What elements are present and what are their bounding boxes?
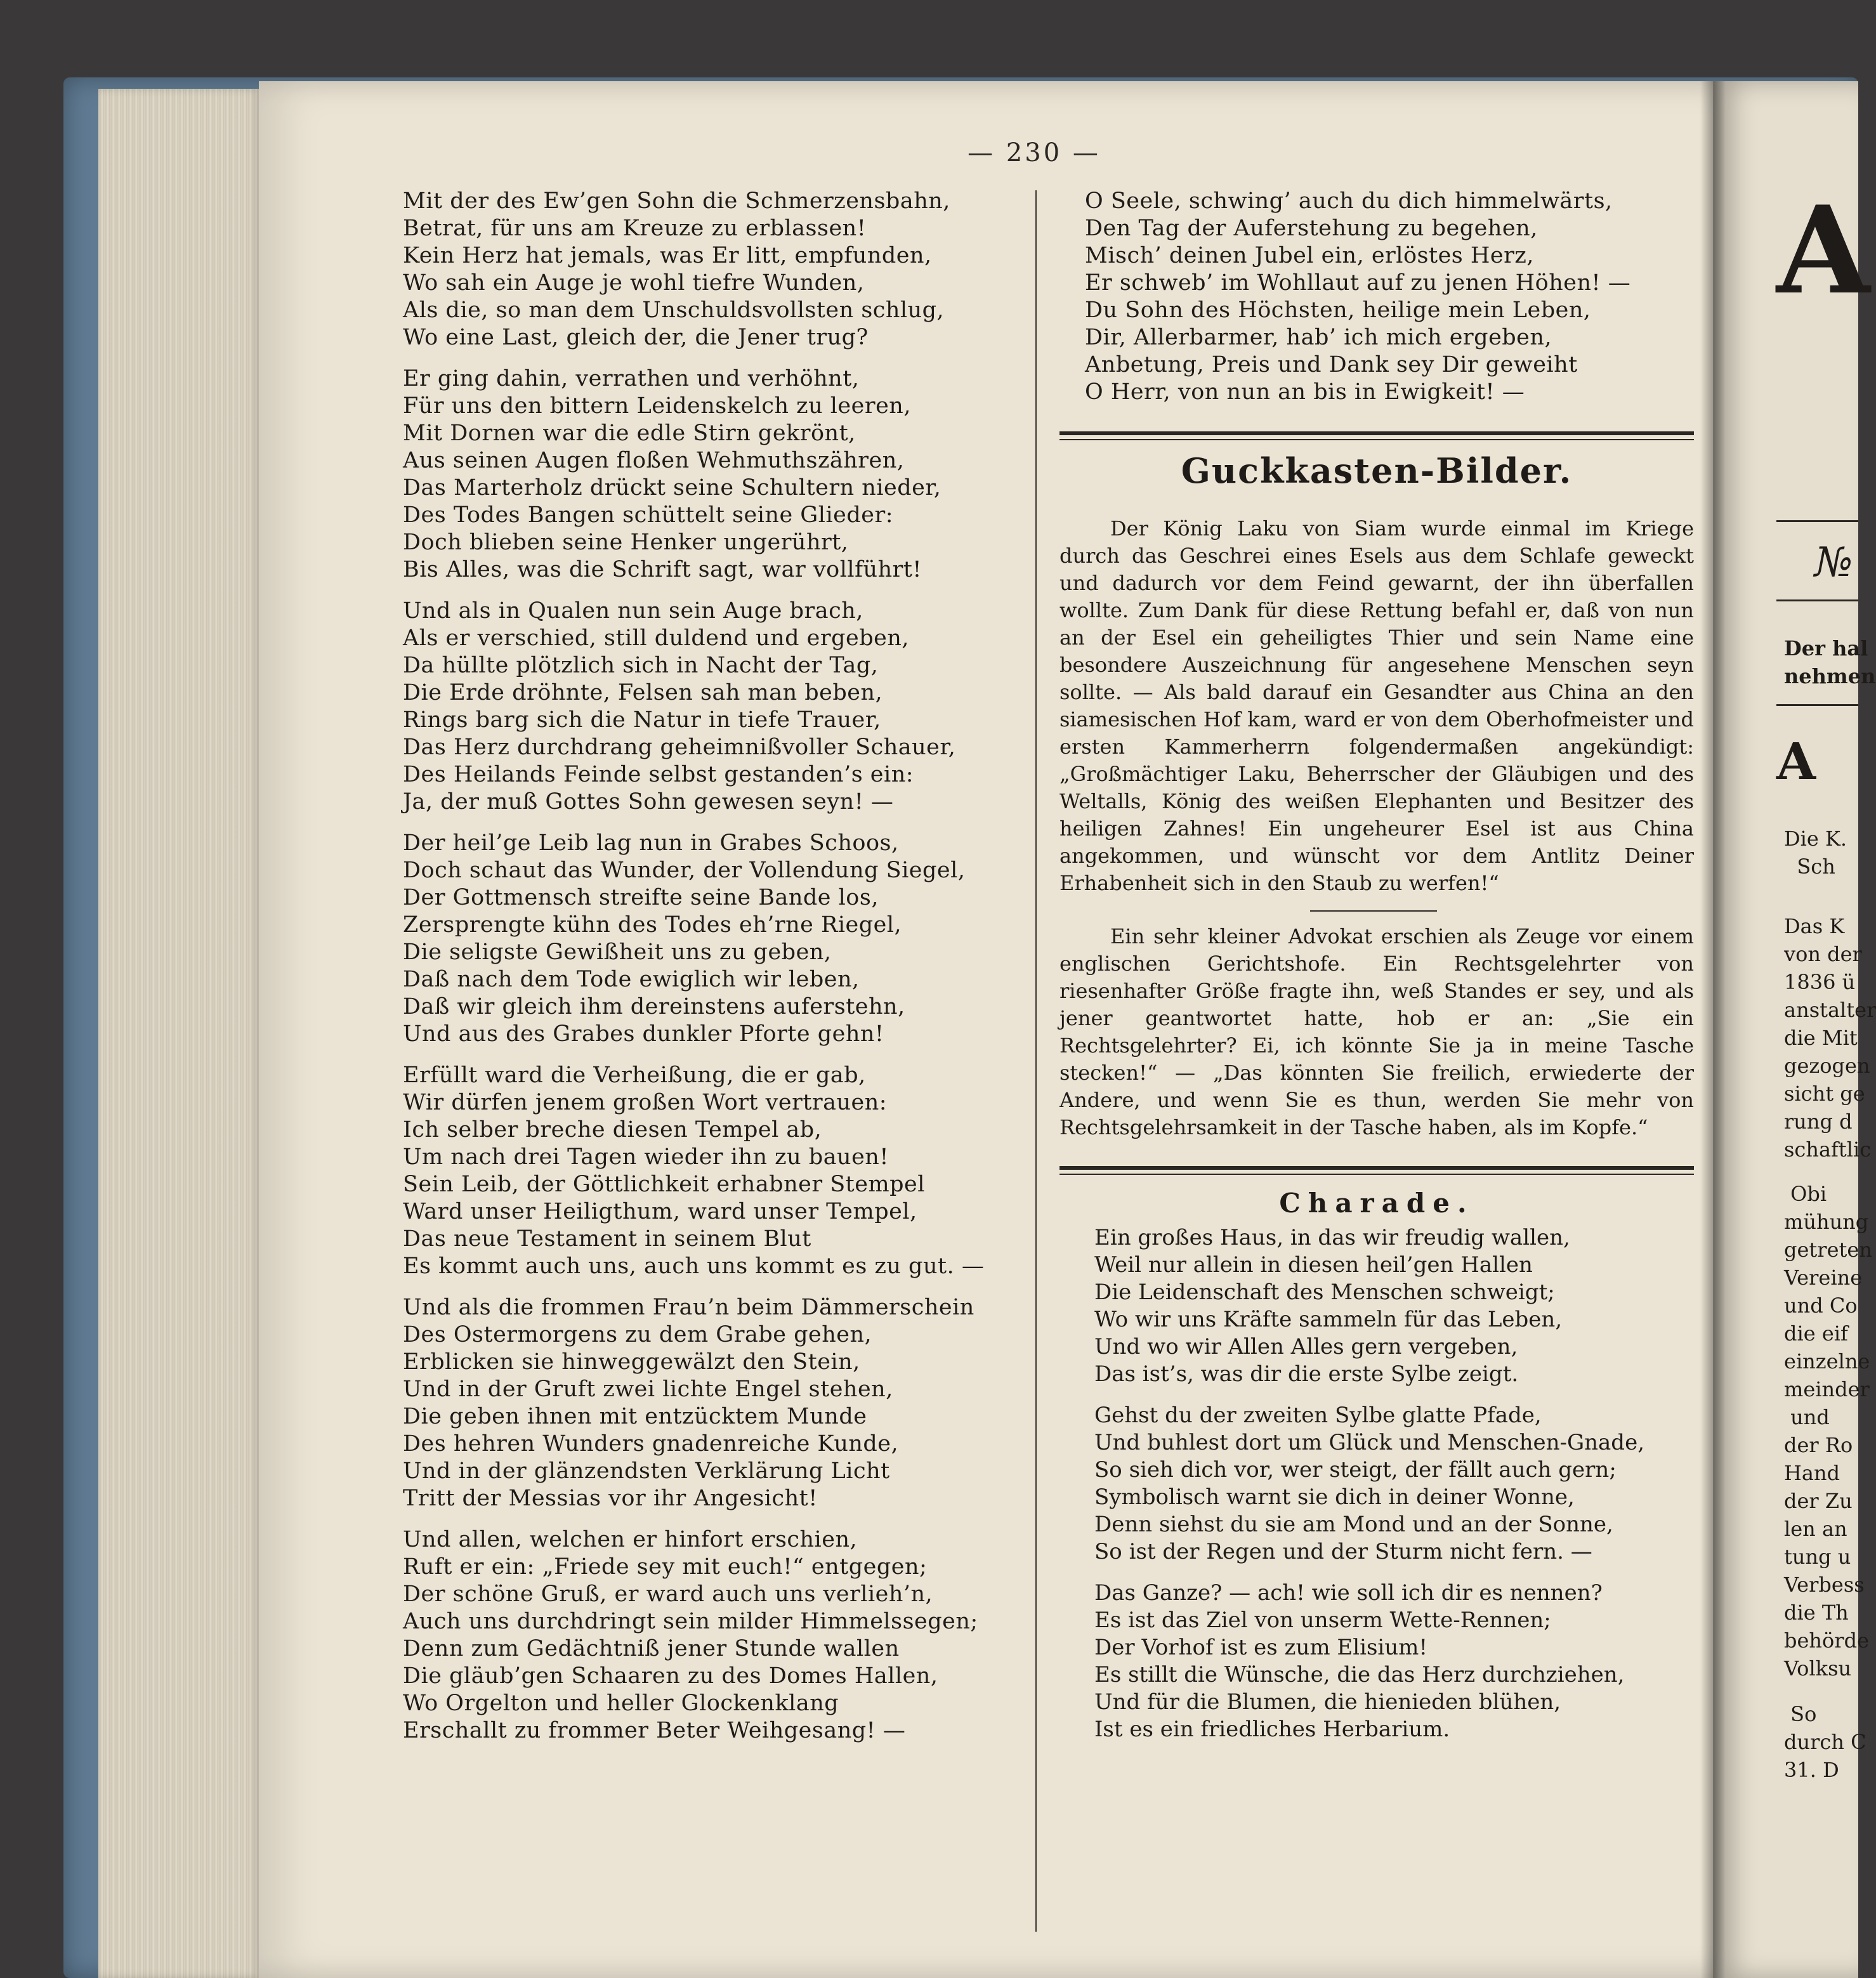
next-page-d-line: Volksu (1784, 1656, 1852, 1680)
poem-line: Und allen, welchen er hinfort erschien, (403, 1527, 858, 1552)
poem-line: Er ging dahin, verrathen und verhöhnt, (403, 366, 860, 391)
poem-line: Das neue Testament in seinem Blut (403, 1226, 811, 1252)
poem-line: Die geben ihnen mit entzücktem Munde (403, 1404, 867, 1429)
poem-line: Tritt der Messias vor ihr Angesicht! (403, 1486, 818, 1511)
charade-line: Und für die Blumen, die hienieden blühen, (1094, 1689, 1561, 1715)
next-page-c-line: von der (1784, 942, 1862, 966)
charade-line: Ist es ein friedliches Herbarium. (1094, 1717, 1450, 1742)
next-page-c-line: sicht ge (1784, 1082, 1865, 1106)
next-page-d-line: tung u (1784, 1545, 1851, 1569)
poem-line: Erblicken sie hinweggewälzt den Stein, (403, 1349, 860, 1375)
separator-short (1310, 910, 1437, 912)
next-page-initial-2: A (1776, 731, 1816, 791)
charade-line: Es stillt die Wünsche, die das Herz durchziehen, (1094, 1662, 1625, 1687)
next-page-d-line: Hand (1784, 1461, 1840, 1485)
poem-line: Erschallt zu frommer Beter Weihgesang! — (403, 1718, 906, 1743)
charade-line: Weil nur allein in diesen heil’gen Hallen (1094, 1252, 1533, 1278)
poem-line: Ruft er ein: „Friede sey mit euch!“ entgegen; (403, 1554, 928, 1580)
charade-poem (1094, 1224, 1697, 1757)
poem-line: Sein Leib, der Göttlichkeit erhabner Stempel (403, 1172, 925, 1197)
poem-line: Der heil’ge Leib lag nun in Grabes Schoos, (403, 830, 899, 856)
poem-line: Wir dürfen jenem großen Wort vertrauen: (403, 1090, 888, 1115)
poem-end-line: O Herr, von nun an bis in Ewigkeit! — (1085, 379, 1525, 405)
section-title-charade: Charade. (1279, 1188, 1474, 1219)
next-page-b-line: Die K. (1784, 827, 1847, 851)
next-page-b-line: Sch (1784, 855, 1835, 879)
poem-line: Rings barg sich die Natur in tiefe Trauer, (403, 707, 881, 733)
charade-line: Symbolisch warnt sie dich in deiner Wonne, (1094, 1484, 1575, 1510)
poem-line: Doch blieben seine Henker ungerührt, (403, 530, 849, 555)
poem-end-line: Du Sohn des Höchsten, heilige mein Leben, (1085, 298, 1591, 323)
poem-end-line: Misch’ deinen Jubel ein, erlöstes Herz, (1085, 243, 1534, 268)
next-page-d-line: der Ro (1784, 1433, 1853, 1457)
poem-stanza (403, 1294, 1006, 1512)
charade-line: Und wo wir Allen Alles gern vergeben, (1094, 1334, 1518, 1359)
next-page-lines-b (1784, 825, 1847, 881)
next-page-number-sign: № (1814, 539, 1853, 586)
next-page-lines-c (1784, 912, 1876, 1163)
poem-line: Der schöne Gruß, er ward auch uns verlieh’n, (403, 1582, 933, 1607)
poem-line: Da hüllte plötzlich sich in Nacht der Tag, (403, 653, 879, 678)
poem-line: Auch uns durchdringt sein milder Himmelssegen; (403, 1609, 978, 1634)
poem-end-line: Er schweb’ im Wohllaut auf zu jenen Höhen! — (1085, 270, 1631, 296)
poem-line: Des Todes Bangen schüttelt seine Glieder: (403, 502, 893, 528)
column-divider (1035, 190, 1037, 1932)
poem-line: Mit Dornen war die edle Stirn gekrönt, (403, 421, 856, 446)
poem-line: Und als in Qualen nun sein Auge brach, (403, 598, 863, 624)
anecdote-advocate (1059, 923, 1694, 1141)
next-page-d-line: len an (1784, 1517, 1847, 1541)
section-title-guckkasten: Guckkasten-Bilder. (1181, 450, 1573, 491)
poem-stanza (403, 1062, 1006, 1280)
charade-line: Die Leidenschaft des Menschen schweigt; (1094, 1280, 1555, 1305)
section-rule-1 (1059, 431, 1694, 440)
poem-line: Ward unser Heiligthum, ward unser Tempel, (403, 1199, 917, 1224)
next-page-c-line: gezogen (1784, 1054, 1870, 1078)
poem-line: Das Herz durchdrang geheimnißvoller Schauer, (403, 735, 956, 760)
charade-line: Das ist’s, was dir die erste Sylbe zeigt. (1094, 1361, 1519, 1387)
next-page-rule-1 (1776, 520, 1858, 522)
poem-end-line: Den Tag der Auferstehung zu begehen, (1085, 216, 1538, 241)
poem-line: Und als die frommen Frau’n beim Dämmerschein (403, 1295, 974, 1320)
poem-line: Der Gottmensch streifte seine Bande los, (403, 885, 879, 910)
poem-line: Bis Alles, was die Schrift sagt, war vollführt! (403, 557, 922, 582)
next-page-c-line: schaftlic (1784, 1137, 1872, 1162)
poem-line: Die gläub’gen Schaaren zu des Domes Hallen, (403, 1663, 938, 1689)
poem-line: Und in der glänzendsten Verklärung Licht (403, 1458, 890, 1484)
poem-line: Daß nach dem Tode ewiglich wir leben, (403, 967, 860, 992)
page-number: — 230 — (968, 138, 1101, 167)
poem-line: Als die, so man dem Unschuldsvollsten schlug, (403, 298, 945, 323)
poem-line: Ja, der muß Gottes Sohn gewesen seyn! — (403, 789, 894, 815)
poem-line: Kein Herz hat jemals, was Er litt, empfunden, (403, 243, 932, 268)
next-page-a-line: Der hal (1784, 636, 1868, 660)
next-page-c-line: anstalter (1784, 998, 1876, 1022)
poem-line: Ich selber breche diesen Tempel ab, (403, 1117, 822, 1143)
charade-line: Wo wir uns Kräfte sammeln für das Leben, (1094, 1307, 1563, 1332)
next-page-lines-a (1784, 634, 1875, 690)
poem-stanza (403, 188, 1006, 351)
left-column-poem (403, 188, 1006, 1759)
poem-line: Zersprengte kühn des Todes eh’rne Riegel, (403, 912, 902, 938)
poem-line: Die Erde dröhnte, Felsen sah man beben, (403, 680, 883, 705)
poem-stanza (403, 598, 1006, 816)
next-page-e-line: 31. D (1784, 1758, 1839, 1782)
charade-line: Denn siehst du sie am Mond und an der Sonne, (1094, 1512, 1613, 1537)
charade-line: Ein großes Haus, in das wir freudig wallen, (1094, 1225, 1570, 1250)
next-page-a-line: nehmen (1784, 664, 1876, 688)
charade-stanza (1094, 1402, 1697, 1566)
anecdote-1-text: Der König Laku von Siam wurde einmal im Kriege durch das Geschrei eines Esels aus dem Schlafe geweckt und dadurch vor dem Feind gewarnt, der ihn überfallen wollte. Zum Dank für diese Rettung befahl er, daß von nun an der Esel ein geheiligtes Thier und sein Name eine besondere Auszeichnung für angesehene Menschen seyn sollte. — Als bald darauf ein Gesandter aus China an den siamesischen Hof kam, ward er von dem Oberhofmeister und ersten Kammerherrn folgendermaßen angekündigt: „Großmächtiger Laku, Beherrscher der Gläubigen und des Weltalls, König des weißen Elephanten und Besitzer des heiligen Zahnes! Ein ungeheurer Esel ist aus China angekommen, und wünscht vor dem Antlitz Deiner Erhabenheit sich in den Staub zu werfen!“ (1059, 516, 1694, 895)
poem-line: Daß wir gleich ihm dereinstens auferstehn, (403, 994, 905, 1019)
poem-end-line: O Seele, schwing’ auch du dich himmelwärts, (1085, 188, 1613, 214)
charade-line: Das Ganze? — ach! wie soll ich dir es nennen? (1094, 1580, 1603, 1606)
poem-line: Als er verschied, still duldend und ergeben, (403, 625, 910, 651)
poem-stanza (403, 830, 1006, 1048)
charade-line: Es ist das Ziel von unserm Wette-Rennen; (1094, 1608, 1551, 1633)
poem-line: Betrat, für uns am Kreuze zu erblassen! (403, 216, 867, 241)
poem-line: Des Heilands Feinde selbst gestanden’s ein: (403, 762, 914, 787)
poem-line: Erfüllt ward die Verheißung, die er gab, (403, 1063, 866, 1088)
next-page-d-line: behörde (1784, 1628, 1870, 1653)
next-page-initial: A (1776, 180, 1870, 321)
charade-line: So ist der Regen und der Sturm nicht fern. — (1094, 1539, 1592, 1564)
section-rule-2 (1059, 1166, 1694, 1175)
next-page-d-line: einzelne (1784, 1349, 1870, 1373)
poem-line: Wo sah ein Auge je wohl tiefre Wunden, (403, 270, 865, 296)
poem-end-line: Anbetung, Preis und Dank sey Dir geweiht (1085, 352, 1578, 377)
poem-line: Um nach drei Tagen wieder ihn zu bauen! (403, 1144, 889, 1170)
charade-line: So sieh dich vor, wer steigt, der fällt auch gern; (1094, 1457, 1617, 1483)
poem-line: Wo eine Last, gleich der, die Jener trug? (403, 325, 869, 350)
poem-line: Das Marterholz drückt seine Schultern nieder, (403, 475, 941, 501)
poem-line: Die seligste Gewißheit uns zu geben, (403, 940, 832, 965)
book-gutter (1700, 81, 1726, 1978)
next-page-d-line: Obi (1784, 1182, 1827, 1206)
next-page-lines-e (1784, 1700, 1866, 1784)
next-page-c-line: 1836 ü (1784, 970, 1856, 994)
next-page-d-line: getreten (1784, 1238, 1872, 1262)
poem-line: Aus seinen Augen floßen Wehmuthszähren, (403, 448, 905, 473)
next-page-rule-2 (1776, 599, 1858, 601)
next-page-d-line: mühung (1784, 1210, 1869, 1234)
next-page-d-line: die eif (1784, 1321, 1848, 1346)
poem-line: Es kommt auch uns, auch uns kommt es zu gut. — (403, 1254, 985, 1279)
poem-end-line: Dir, Allerbarmer, hab’ ich mich ergeben, (1085, 325, 1552, 350)
poem-line: Des Ostermorgens zu dem Grabe gehen, (403, 1322, 872, 1347)
next-page-d-line: meinder (1784, 1377, 1870, 1401)
next-page-c-line: Das K (1784, 914, 1845, 938)
next-page-d-line: der Zu (1784, 1489, 1853, 1513)
charade-line: Und buhlest dort um Glück und Menschen-Gnade, (1094, 1430, 1644, 1455)
charade-stanza (1094, 1580, 1697, 1743)
next-page-e-line: So (1784, 1702, 1817, 1726)
charade-line: Gehst du der zweiten Sylbe glatte Pfade, (1094, 1403, 1542, 1428)
next-page-c-line: die Mit (1784, 1026, 1858, 1050)
poem-line: Doch schaut das Wunder, der Vollendung Siegel, (403, 858, 966, 883)
poem-ending (1085, 188, 1694, 406)
next-page-e-line: durch C (1784, 1730, 1866, 1754)
poem-stanza (403, 365, 1006, 584)
next-page-lines-d (1784, 1180, 1872, 1682)
poem-line: Und aus des Grabes dunkler Pforte gehn! (403, 1021, 884, 1047)
next-page-c-line: rung d (1784, 1110, 1853, 1134)
next-page-d-line: Verbess (1784, 1573, 1865, 1597)
poem-line: Für uns den bittern Leidenskelch zu leeren, (403, 393, 911, 419)
poem-line: Mit der des Ew’gen Sohn die Schmerzensbahn, (403, 188, 950, 214)
anecdote-king-laku (1059, 515, 1694, 897)
next-page-d-line: Vereine (1784, 1266, 1863, 1290)
next-page-d-line: die Th (1784, 1601, 1849, 1625)
poem-line: Des hehren Wunders gnadenreiche Kunde, (403, 1431, 899, 1457)
poem-line: Denn zum Gedächtniß jener Stunde wallen (403, 1636, 900, 1661)
anecdote-2-text: Ein sehr kleiner Advokat erschien als Zeuge vor einem englischen Gerichtshofe. Ein Rechtsgelehrter von riesenhafter Größe fragte ihn, weß Standes er sey, und als jener geantwortet hatte, hob er an: „Sie ein Rechtsgelehrter? Ei, ich könnte Sie ja in meine Tasche stecken!“ — „Das könnten Sie freilich, erwiederte der Andere, und wenn Sie es thun, werden Sie mehr von Rechtsgelehrsamkeit in der Tasche haben, als im Kopfe.“ (1059, 924, 1694, 1139)
charade-line: Der Vorhof ist es zum Elisium! (1094, 1635, 1428, 1660)
poem-line: Wo Orgelton und heller Glockenklang (403, 1691, 839, 1716)
poem-stanza (403, 1526, 1006, 1745)
next-page-d-line: und Co (1784, 1294, 1858, 1318)
next-page-rule-3 (1776, 704, 1858, 706)
poem-line: Und in der Gruft zwei lichte Engel stehen, (403, 1377, 893, 1402)
page-block-edge (98, 89, 260, 1978)
next-page-d-line: und (1784, 1405, 1830, 1429)
charade-stanza (1094, 1224, 1697, 1388)
